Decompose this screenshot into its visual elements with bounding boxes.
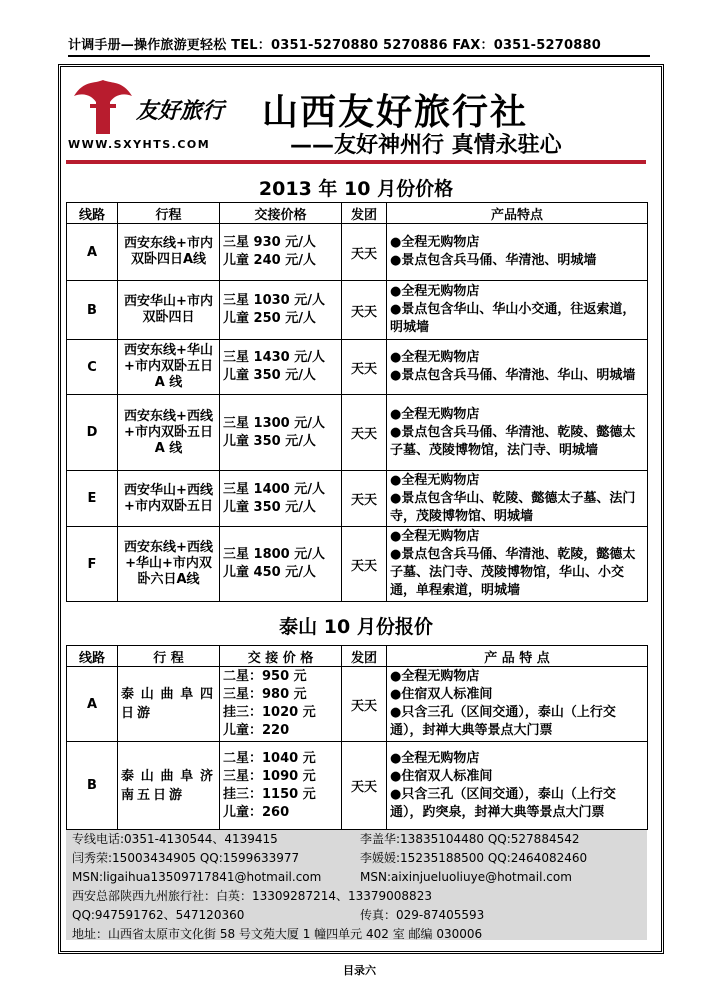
departure: 天天 [342, 742, 387, 830]
table-row [67, 395, 648, 471]
fax: 传真：029-87405593 [360, 908, 485, 922]
departure: 天天 [342, 281, 387, 340]
col-header-group: 发团 [342, 646, 387, 667]
feature-item: ●住宿双人标准间 [390, 687, 493, 702]
child-price: 儿童 350 元/人 [223, 433, 316, 449]
feature-item: ●全程无购物店 [390, 284, 480, 299]
feature-item: ●全程无购物店 [390, 235, 480, 250]
child-price: 儿童 350 元/人 [223, 368, 316, 383]
route-price [220, 471, 342, 527]
route-price [220, 281, 342, 340]
route-name: 西安华山+西线+市内双卧五日 [118, 471, 220, 527]
price-listed-three: 挂三：1020 元 [223, 705, 316, 720]
price-child: 儿童：260 [223, 804, 290, 820]
price-three-star: 三星：1090 元 [223, 768, 316, 784]
price-listed-three: 挂三：1150 元 [223, 786, 316, 802]
col-header-route: 行 程 [118, 646, 220, 667]
table-row [67, 224, 648, 281]
branch-qq: QQ:947591762、547120360 [72, 908, 245, 922]
route-price [220, 527, 342, 602]
price-child: 儿童：220 [223, 723, 290, 738]
contact-li: 李盖华:13835104480 QQ:527884542 [360, 832, 580, 846]
route-name: 西安东线+西线+市内双卧五日 A 线 [118, 395, 220, 471]
col-header-line: 线路 [67, 203, 118, 224]
address: 地址：山西省太原市文化街 58 号文苑大厦 1 幢四单元 402 室 邮编 030006 [72, 927, 483, 941]
route-name: 西安东线+华山+市内双卧五日 A 线 [118, 340, 220, 395]
route-code: B [67, 281, 118, 340]
route-code: F [67, 527, 118, 602]
route-code: A [67, 224, 118, 281]
price-two-star: 二星：950 元 [223, 669, 307, 684]
contact-row [72, 906, 647, 925]
feature-item: ●景点包含兵马俑、华清池、华山、明城墙 [390, 368, 636, 383]
departure: 天天 [342, 527, 387, 602]
table-row [67, 281, 648, 340]
feature-item: ●景点包含华山、乾陵、懿德太子墓、法门寺，茂陵博物馆、明城墙 [390, 490, 636, 524]
route-features [387, 281, 648, 340]
table-header-row [67, 646, 648, 667]
agency-name: 山西友好旅行社 [262, 91, 529, 133]
route-features [387, 224, 648, 281]
adult-price: 三星 1400 元/人 [223, 481, 325, 497]
feature-item: ●只含三孔（区间交通），泰山（上行交通），封禅大典等景点大门票 [390, 705, 616, 738]
route-price [220, 340, 342, 395]
contact-panel [66, 830, 647, 940]
route-name: 西安华山+市内双卧四日 [118, 281, 220, 340]
col-header-line: 线路 [67, 646, 118, 667]
departure: 天天 [342, 340, 387, 395]
route-name: 泰山曲阜济南五日游 [118, 742, 220, 830]
contact-liyuan: 李媛媛:15235188500 QQ:2464082460 [360, 851, 588, 865]
route-code: A [67, 667, 118, 742]
price-three-star: 三星：980 元 [223, 687, 307, 702]
departure: 天天 [342, 667, 387, 742]
header-contact-line: 计调手册—操作旅游更轻松 TEL：0351-5270880 5270886 FAX：0351-5270880 [68, 34, 650, 57]
xian-price-table [66, 202, 648, 602]
departure: 天天 [342, 471, 387, 527]
msn-2[interactable]: MSN:aixinjueluoliuye@hotmail.com [360, 870, 572, 884]
contact-row [72, 887, 647, 906]
taishan-price-table [66, 645, 648, 830]
child-price: 儿童 350 元/人 [223, 499, 316, 515]
route-price [220, 667, 342, 742]
feature-item: ●景点包含兵马俑、华清池、乾陵、懿德太子墓、茂陵博物馆，法门寺、明城墙 [390, 424, 636, 458]
adult-price: 三星 930 元/人 [223, 235, 316, 250]
website-url[interactable]: WWW.SXYHTS.COM [68, 138, 211, 151]
route-features [387, 340, 648, 395]
route-features [387, 527, 648, 602]
route-features [387, 471, 648, 527]
table-row [67, 471, 648, 527]
child-price: 儿童 240 元/人 [223, 253, 316, 268]
route-features [387, 742, 648, 830]
route-features [387, 395, 648, 471]
table-row [67, 667, 648, 742]
route-code: D [67, 395, 118, 471]
feature-item: ●全程无购物店 [390, 669, 480, 684]
feature-item: ●全程无购物店 [390, 529, 480, 544]
departure: 天天 [342, 224, 387, 281]
table-row [67, 340, 648, 395]
branch-office: 西安总部陕西九州旅行社：白英：13309287214、13379008823 [72, 889, 432, 903]
contact-row [72, 830, 647, 849]
contact-row [72, 849, 647, 868]
feature-item: ●全程无购物店 [390, 406, 480, 422]
col-header-price: 交接价格 [220, 203, 342, 224]
route-features [387, 667, 648, 742]
agency-slogan: ——友好神州行 真情永驻心 [290, 133, 562, 158]
adult-price: 三星 1300 元/人 [223, 415, 325, 431]
col-header-features: 产品特点 [387, 203, 648, 224]
child-price: 儿童 250 元/人 [223, 311, 316, 326]
hotline: 专线电话:0351-4130544、4139415 [72, 832, 278, 846]
col-header-route: 行程 [118, 203, 220, 224]
feature-item: ●住宿双人标准间 [390, 768, 493, 784]
feature-item: ●全程无购物店 [390, 472, 480, 488]
table-header-row [67, 203, 648, 224]
feature-item: ●景点包含华山、华山小交通，往返索道，明城墙 [390, 302, 636, 335]
logo [68, 78, 248, 158]
xian-price-title: 2013 年 10 月份价格 [258, 178, 454, 200]
adult-price: 三星 1030 元/人 [223, 293, 325, 308]
table-row [67, 527, 648, 602]
route-name: 泰山曲阜四日游 [118, 667, 220, 742]
feature-item: ●只含三孔（区间交通），泰山（上行交通），趵突泉，封禅大典等景点大门票 [390, 786, 616, 820]
route-price [220, 395, 342, 471]
route-name: 西安东线+市内双卧四日A线 [118, 224, 220, 281]
feature-item: ●全程无购物店 [390, 350, 480, 365]
col-header-features: 产 品 特 点 [387, 646, 648, 667]
price-two-star: 二星：1040 元 [223, 750, 316, 766]
taishan-price-title: 泰山 10 月份报价 [279, 616, 433, 638]
route-code: B [67, 742, 118, 830]
route-code: E [67, 471, 118, 527]
departure: 天天 [342, 395, 387, 471]
route-price [220, 742, 342, 830]
route-code: C [67, 340, 118, 395]
feature-item: ●景点包含兵马俑、华清池、明城墙 [390, 253, 597, 268]
route-price [220, 224, 342, 281]
red-roof-logo-icon [70, 78, 136, 138]
child-price: 儿童 450 元/人 [223, 565, 316, 580]
adult-price: 三星 1800 元/人 [223, 547, 325, 562]
feature-item: ●景点包含兵马俑、华清池、乾陵，懿德太子墓、法门寺、茂陵博物馆，华山、小交通，单程索道，明城墙 [390, 547, 636, 598]
col-header-price: 交 接 价 格 [220, 646, 342, 667]
contact-row [72, 925, 647, 944]
adult-price: 三星 1430 元/人 [223, 350, 325, 365]
logo-text: 友好旅行 [136, 98, 225, 124]
feature-item: ●全程无购物店 [390, 750, 480, 766]
route-name: 西安东线+西线+华山+市内双卧六日A线 [118, 527, 220, 602]
title-divider [66, 160, 646, 164]
table-row [67, 742, 648, 830]
contact-yan: 闫秀荣:15003434905 QQ:1599633977 [72, 851, 300, 865]
page-number: 目录六 [343, 964, 376, 977]
col-header-group: 发团 [342, 203, 387, 224]
msn-1[interactable]: MSN:ligaihua13509717841@hotmail.com [72, 870, 322, 884]
contact-row [72, 868, 647, 887]
